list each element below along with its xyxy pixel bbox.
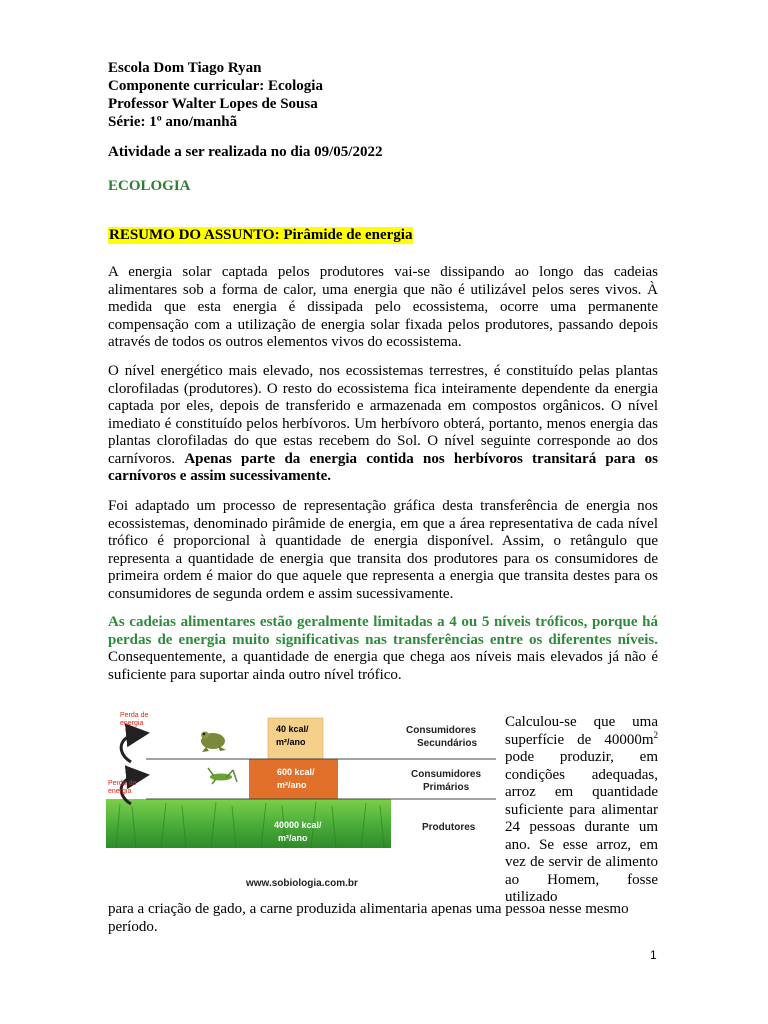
- paragraph-1: A energia solar captada pelos produtores vai-se dissipando ao longo das cadeias alimentares sob a forma de calor, uma energia que não é utilizável pelos seres vivos. À medida que esta energia é dissipada pelo ecossistema, ocorre uma permanente compensação com a utilização de energia solar fixada pelos produtores, passando depois através de todos os outros elementos vivos do ecossistema.: [108, 264, 658, 350]
- activity-date: Atividade a ser realizada no dia 09/05/2022: [108, 144, 383, 160]
- producers-block: [106, 799, 391, 848]
- primary-unit: m²/ano: [277, 780, 307, 790]
- primary-value: 600 kcal/: [277, 767, 315, 777]
- side-text-part2: pode produzir, em condições adequadas, arroz em quantidade suficiente para alimentar 24 pessoas durante um ano. Se esse arroz, em vez de servir de alimento ao Homem, fosse utilizado: [505, 749, 658, 905]
- grasshopper-icon: [208, 768, 237, 784]
- secondary-unit: m²/ano: [276, 737, 306, 747]
- grade-info: Série: 1º ano/manhã: [108, 114, 238, 130]
- side-text-part1: Calculou-se que uma superfície de 40000m: [505, 714, 658, 748]
- paragraph-2-bold: Apenas parte da energia contida nos herbívoros transitará para os carnívoros e assim sucessivamente.: [108, 450, 659, 484]
- paragraph-3: Foi adaptado um processo de representação gráfica desta transferência de energia nos ecossistemas, denominado pirâmide de energia, em que a área representativa de cada nível trófico é proporcional à quantidade de energia disponível. Assim, o retângulo que representa a quantidade de energia que transita dos produtores para os consumidores de primeira ordem é maior do que aquele que representa a energia que transita destes para os consumidores de segunda ordem e assim sucessivamente.: [108, 498, 658, 602]
- energy-loss-arrow-top: [121, 734, 138, 762]
- paragraph-4-text: Consequentemente, a quantidade de energia que chega aos níveis mais elevados já não é suficiente para suportar ainda outro nível trófico.: [108, 649, 658, 683]
- primary-consumers-block: [249, 759, 338, 799]
- producers-unit: m²/ano: [278, 833, 308, 843]
- section-title: ECOLOGIA: [108, 178, 191, 194]
- tail-text: para a criação de gado, a carne produzida alimentaria apenas uma pessoa nesse mesmo período.: [108, 901, 629, 935]
- secondary-value: 40 kcal/: [276, 724, 309, 734]
- curricular-component: Componente curricular: Ecologia: [108, 78, 323, 94]
- school-name: Escola Dom Tiago Ryan: [108, 60, 262, 76]
- label-primary-2: Primários: [423, 782, 470, 793]
- loss-label-bottom-2: energia: [108, 788, 132, 795]
- page-number: 1: [650, 948, 657, 962]
- teacher-name: Professor Walter Lopes de Sousa: [108, 96, 318, 112]
- paragraph-4: [108, 614, 658, 684]
- side-text: [505, 714, 658, 907]
- energy-pyramid-figure: [106, 708, 496, 898]
- label-primary-1: Consumidores: [411, 769, 482, 780]
- loss-label-top-2: energia: [120, 720, 144, 727]
- figure-source: www.sobiologia.com.br: [246, 878, 358, 889]
- paragraph-2: [108, 363, 658, 486]
- loss-label-top-1: Perda de: [120, 712, 149, 719]
- label-producers: Produtores: [422, 822, 476, 833]
- label-secondary-1: Consumidores: [406, 725, 477, 736]
- loss-label-bottom-1: Perda de: [108, 780, 137, 787]
- paragraph-4-highlight: As cadeias alimentares estão geralmente limitadas a 4 ou 5 níveis tróficos, porque há perdas de energia muito significativas nas transferências entre os diferentes níveis.: [108, 614, 658, 648]
- label-secondary-2: Secundários: [417, 738, 478, 749]
- document-header: [108, 59, 323, 131]
- frog-icon: [201, 732, 226, 753]
- side-text-superscript: 2: [653, 729, 658, 740]
- summary-heading: RESUMO DO ASSUNTO: Pirâmide de energia: [109, 227, 413, 243]
- paragraph-2-text: O nível energético mais elevado, nos ecossistemas terrestres, é constituído pelas plantas clorofiladas (produtores). O resto do ecossistema fica inteiramente dependente da energia captada por eles, depois de transferido e armazenada em compostos orgânicos. O nível imediato é constituído pelos herbívoros. Um herbívoro obterá, portanto, menos energia das plantas clorofiladas do que estas recebem do Sol. O nível seguinte corresponde ao dos carnívoros.: [108, 363, 658, 467]
- producers-value: 40000 kcal/: [274, 820, 322, 830]
